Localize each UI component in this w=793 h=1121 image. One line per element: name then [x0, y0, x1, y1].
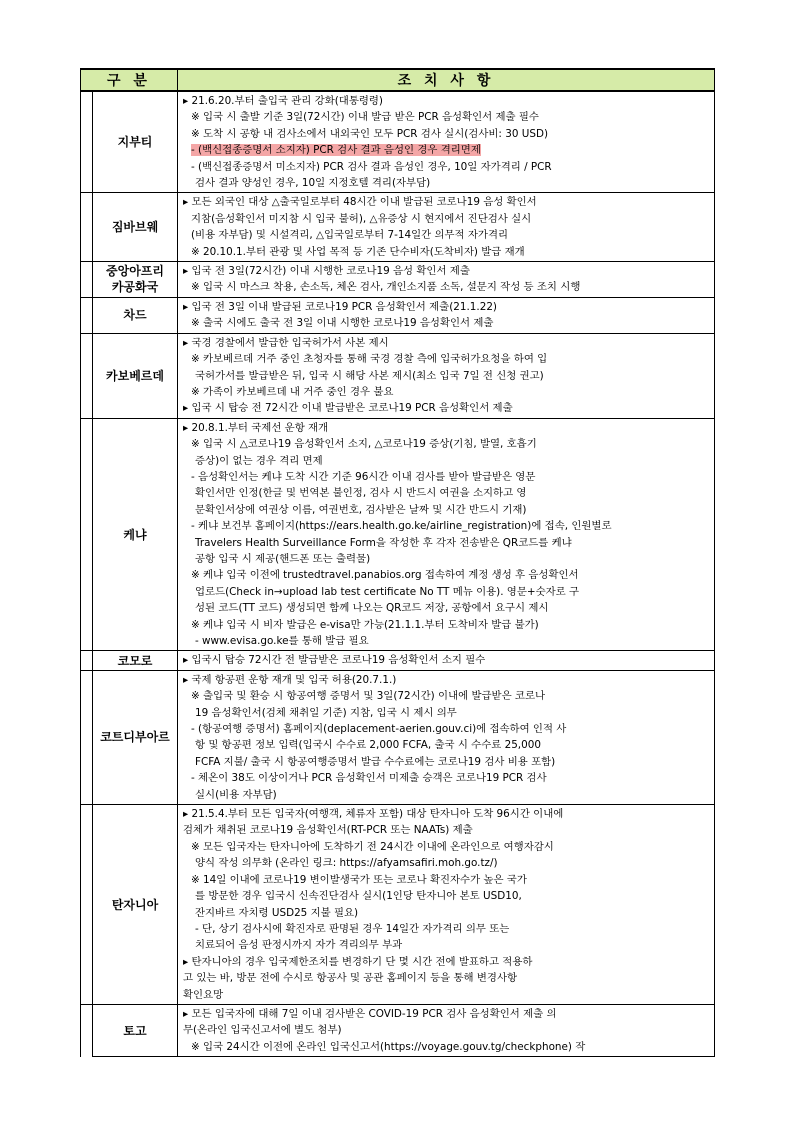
measure-line [183, 299, 710, 315]
measure-line [183, 839, 710, 855]
measure-text: 고 있는 바, 방문 전에 수시로 항공사 및 공관 홈페이지 등을 통해 변경사항 [183, 972, 518, 985]
measure-text: ※ 출국 시에도 출국 전 3일 이내 시행한 코로나19 음성확인서 제출 [191, 317, 494, 330]
measure-line [183, 502, 710, 518]
row-indent-cell [81, 670, 93, 804]
measure-line [183, 855, 710, 871]
table-row [81, 805, 715, 1005]
measure-text: ▸ 모든 입국자에 대해 7일 이내 검사받은 COVID-19 PCR 검사 음성확인서 제출 의 [183, 1007, 557, 1020]
measure-line [183, 652, 710, 668]
measure-line [183, 806, 710, 822]
measure-line [183, 315, 710, 331]
measure-text: ▸ 입국 전 3일(72시간) 이내 시행한 코로나19 음성 확인서 제출 [183, 265, 470, 278]
measure-text: ※ 출입국 및 환승 시 항공여행 증명서 및 3일(72시간) 이내에 발급받은 코로나 [191, 690, 546, 703]
measure-line [183, 109, 710, 125]
row-indent-cell [81, 1004, 93, 1056]
measure-line [183, 535, 710, 551]
measure-line [183, 384, 710, 400]
measures-cell [178, 670, 715, 804]
country-name: 탄자니아 [93, 805, 178, 1005]
measure-line [183, 368, 710, 384]
measure-line [183, 888, 710, 904]
measure-line [183, 688, 710, 704]
measure-line [183, 872, 710, 888]
table-row [81, 262, 715, 298]
measure-text: ※ 입국 시 △코로나19 음성확인서 소지, △코로나19 증상(기침, 발열, 호흡기 [191, 438, 537, 451]
measure-line [183, 987, 710, 1003]
measure-line [183, 787, 710, 803]
country-name: 코모로 [93, 651, 178, 670]
measure-line [183, 721, 710, 737]
measure-line [183, 937, 710, 953]
document-page [80, 68, 714, 1057]
table-row [81, 193, 715, 262]
measure-line [183, 279, 710, 295]
measures-cell [178, 91, 715, 193]
measure-line [183, 705, 710, 721]
measure-text: ▸ 국경 경찰에서 발급한 입국허가서 사본 제시 [183, 336, 389, 349]
measure-line [183, 518, 710, 534]
measure-text: 치료되어 음성 판정시까지 자가 격리의무 부과 [195, 939, 403, 952]
measure-text: ※ 도착 시 공항 내 검사소에서 내외국인 모두 PCR 검사 실시(검사비: 30 USD) [191, 127, 549, 140]
measure-text: ※ 가족이 카보베르데 내 거주 중인 경우 불요 [191, 385, 394, 398]
table-row [81, 651, 715, 670]
measure-line [183, 737, 710, 753]
measure-text: ※ 입국 시 출발 기준 3일(72시간) 이내 발급 받은 PCR 음성확인서 제출 필수 [191, 111, 539, 124]
measures-cell [178, 1004, 715, 1056]
header-measures: 조 치 사 항 [178, 69, 715, 91]
measure-text: ▸ 탄자니아의 경우 입국제한조치를 변경하기 단 몇 시간 전에 발표하고 적용하 [183, 955, 533, 968]
country-name: 짐바브웨 [93, 193, 178, 262]
measure-line [183, 567, 710, 583]
measure-text: 무(온라인 입국신고서에 별도 첨부) [183, 1024, 342, 1037]
country-name: 토고 [93, 1004, 178, 1056]
measure-line [183, 351, 710, 367]
measure-line [183, 633, 710, 649]
measures-cell [178, 651, 715, 670]
country-name: 코트디부아르 [93, 670, 178, 804]
header-category: 구 분 [81, 69, 178, 91]
measure-text: 확인서만 인정(한글 및 번역본 불인정, 검사 시 반드시 여권을 소지하고 영 [195, 487, 527, 500]
measure-text: ▸ 21.6.20.부터 출입국 관리 강화(대통령령) [183, 95, 383, 107]
measure-text: - 단, 상기 검사시에 확진자로 판명된 경우 14일간 자가격리 의무 또는 [195, 922, 510, 935]
measure-text: 공항 입국 시 제공(핸드폰 또는 출력물) [195, 552, 371, 565]
measure-text: - www.evisa.go.ke를 통해 발급 필요 [195, 635, 369, 647]
measure-line [183, 453, 710, 469]
measure-text: ※ 20.10.1.부터 관광 및 사업 목적 등 기존 단수비자(도착비자) 발급 재개 [191, 245, 525, 258]
measures-cell [178, 297, 715, 333]
measure-text: ▸ 21.5.4.부터 모든 입국자(여행객, 체류자 포함) 대상 탄자니아 도착 96시간 이내에 [183, 808, 564, 821]
measure-text: 실시(비용 자부담) [195, 788, 277, 801]
measure-line [183, 1006, 710, 1022]
table-row [81, 297, 715, 333]
measure-text: 문확인서상에 여권상 이름, 여권번호, 검사받은 날짜 및 시간 반드시 기재) [195, 503, 527, 516]
highlighted-text: - (백신접종증명서 소지자) PCR 검사 결과 음성인 경우 격리면제 [191, 144, 481, 157]
measure-text: 지참(음성확인서 미지참 시 입국 불허), △유증상 시 현지에서 진단검사 실시 [191, 212, 532, 225]
measure-line [183, 485, 710, 501]
measures-cell [178, 418, 715, 651]
measure-text: ※ 입국 24시간 이전에 온라인 입국신고서(https://voyage.gouv.tg/checkphone) 작 [191, 1040, 586, 1053]
measure-text: ▸ 입국 전 3일 이내 발급된 코로나19 PCR 음성확인서 제출(21.1.22) [183, 300, 497, 313]
measure-line [183, 822, 710, 838]
measure-line [183, 194, 710, 210]
measure-text: 검체가 채취된 코로나19 음성확인서(RT-PCR 또는 NAATs) 제출 [183, 824, 473, 837]
measure-line [183, 335, 710, 351]
country-name: 케냐 [93, 418, 178, 651]
row-indent-cell [81, 651, 93, 670]
measure-text: - (백신접종증명서 미소지자) PCR 검사 결과 음성인 경우, 10일 자가격리 / PCR [191, 160, 552, 173]
measure-text: 확인요망 [183, 988, 224, 1001]
measure-line [183, 227, 710, 243]
measure-line [183, 244, 710, 260]
table-row [81, 418, 715, 651]
row-indent-cell [81, 262, 93, 298]
measure-line [183, 617, 710, 633]
measure-line [183, 921, 710, 937]
measure-text: 잔지바르 자치령 USD25 지불 필요) [195, 906, 359, 919]
table-row [81, 670, 715, 804]
measure-line [183, 905, 710, 921]
row-indent-cell [81, 333, 93, 418]
measure-text: ▸ 20.8.1.부터 국제선 운항 재개 [183, 421, 329, 434]
table-header-row [81, 69, 715, 91]
country-name: 카보베르데 [93, 333, 178, 418]
measure-text: ※ 케냐 입국 시 비자 발급은 e-visa만 가능(21.1.1.부터 도착비자 발급 불가) [191, 618, 539, 631]
country-name: 차드 [93, 297, 178, 333]
row-indent-cell [81, 805, 93, 1005]
measure-line [183, 1022, 710, 1038]
measure-text: (비용 자부담) 및 시설격리, △입국일로부터 7-14일간 의무적 자가격리 [191, 229, 509, 242]
measure-line [183, 970, 710, 986]
measure-line [183, 142, 710, 158]
measure-text: - 음성확인서는 케냐 도착 시간 기준 96시간 이내 검사를 받아 발급받은 영문 [191, 470, 536, 483]
country-name: 지부티 [93, 91, 178, 193]
measure-text: 국허가서를 발급받은 뒤, 입국 시 해당 사본 제시(최소 입국 7일 전 신청 권고) [195, 369, 544, 382]
measure-line [183, 175, 710, 191]
measure-line [183, 469, 710, 485]
measure-line [183, 672, 710, 688]
measure-text: ※ 카보베르데 거주 중인 초청자를 통해 국경 경찰 측에 입국허가요청을 하여 입 [191, 353, 548, 366]
measures-cell [178, 193, 715, 262]
measure-line [183, 211, 710, 227]
country-name: 중앙아프리카공화국 [93, 262, 178, 298]
measure-line [183, 1039, 710, 1055]
measure-text: - 케냐 보건부 홈페이지(https://ears.health.go.ke/airline_registration)에 접속, 인원별로 [191, 520, 612, 533]
table-row [81, 333, 715, 418]
measure-text: ※ 케냐 입국 이전에 trustedtravel.panabios.org 접속하여 계정 생성 후 음성확인서 [191, 569, 579, 582]
measure-line [183, 400, 710, 416]
row-indent-cell [81, 297, 93, 333]
measures-cell [178, 262, 715, 298]
measure-text: Travelers Health Surveillance Form을 작성한 후 각자 전송받은 QR코드를 케냐 [195, 536, 572, 549]
table-row [81, 1004, 715, 1056]
measure-text: 항 및 항공편 정보 입력(입국시 수수료 2,000 FCFA, 출국 시 수수료 25,000 [195, 739, 541, 752]
measures-cell [178, 805, 715, 1005]
measure-text: 검사 결과 양성인 경우, 10일 지정호텔 격리(자부담) [195, 177, 431, 190]
measure-line [183, 754, 710, 770]
measure-text: 양식 작성 의무화 (온라인 링크: https://afyamsafiri.moh.go.tz/) [195, 857, 498, 870]
entry-measures-table [80, 68, 715, 1057]
row-indent-cell [81, 193, 93, 262]
measure-line [183, 93, 710, 109]
measure-line [183, 263, 710, 279]
measure-text: 성된 코드(TT 코드) 생성되면 함께 나오는 QR코드 저장, 공항에서 요구시 제시 [195, 602, 549, 615]
measure-text: FCFA 지불/ 출국 시 항공여행증명서 발급 수수료에는 코로나19 검사 비용 포함) [195, 755, 556, 768]
measure-text: 19 음성확인서(검체 채취일 기준) 지참, 입국 시 제시 의무 [195, 706, 457, 719]
measure-text: ※ 입국 시 마스크 착용, 손소독, 체온 검사, 개인소지품 소독, 설문지 작성 등 조치 시행 [191, 281, 581, 294]
measure-text: 증상)이 없는 경우 격리 면제 [195, 454, 323, 467]
table-body [81, 91, 715, 1057]
measure-line [183, 600, 710, 616]
measure-text: 업로드(Check in→upload lab test certificate No TT 메뉴 이용). 영문+숫자로 구 [195, 585, 580, 598]
measure-text: ▸ 모든 외국인 대상 △출국일로부터 48시간 이내 발급된 코로나19 음성 확인서 [183, 196, 537, 209]
measure-text: ▸ 입국 시 탑승 전 72시간 이내 발급받은 코로나19 PCR 음성확인서 제출 [183, 402, 513, 415]
measure-line [183, 126, 710, 142]
measures-cell [178, 333, 715, 418]
row-indent-cell [81, 418, 93, 651]
measure-text: ※ 모든 입국자는 탄자니아에 도착하기 전 24시간 이내에 온라인으로 여행자감시 [191, 840, 554, 853]
measure-line [183, 159, 710, 175]
table-row [81, 91, 715, 193]
measure-line [183, 954, 710, 970]
measure-line [183, 584, 710, 600]
measure-line [183, 770, 710, 786]
measure-line [183, 420, 710, 436]
measure-line [183, 551, 710, 567]
measure-text: 를 방문한 경우 입국시 신속진단검사 실시(1인당 탄자니아 본토 USD10, [195, 890, 522, 903]
measure-text: - 체온이 38도 이상이거나 PCR 음성확인서 미제출 승객은 코로나19 PCR 검사 [191, 772, 547, 785]
measure-text: ▸ 입국시 탑승 72시간 전 발급받은 코로나19 음성확인서 소지 필수 [183, 654, 486, 667]
row-indent-cell [81, 91, 93, 193]
measure-text: ※ 14일 이내에 코로나19 변이발생국가 또는 코로나 확진자수가 높은 국가 [191, 873, 527, 886]
measure-text: - (항공여행 증명서) 홈페이지(deplacement-aerien.gouv.ci)에 접속하여 인적 사 [191, 723, 567, 736]
measure-line [183, 436, 710, 452]
measure-text: ▸ 국제 항공편 운항 재개 및 입국 허용(20.7.1.) [183, 673, 397, 686]
